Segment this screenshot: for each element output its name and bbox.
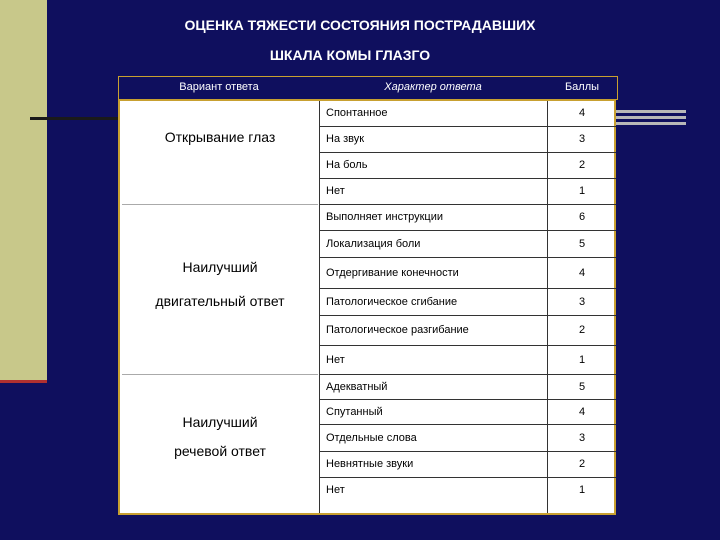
- table-row: [320, 101, 616, 127]
- response-description: Патологическое сгибание: [326, 296, 458, 308]
- table-row: [320, 153, 616, 179]
- response-description: Нет: [326, 354, 345, 366]
- response-score: 4: [578, 107, 586, 119]
- decorative-stripes: [616, 110, 686, 128]
- response-score: 5: [578, 238, 586, 250]
- response-description: Спонтанное: [326, 107, 388, 119]
- response-description: Адекватный: [326, 381, 388, 393]
- response-description: На боль: [326, 159, 368, 171]
- group-separator: [122, 374, 318, 375]
- table-row: [320, 179, 616, 205]
- header-score: Баллы: [564, 81, 600, 93]
- response-description: Выполняет инструкции: [326, 211, 444, 223]
- response-variant-label: речевой ответ: [174, 443, 266, 459]
- page-subtitle: ШКАЛА КОМЫ ГЛАЗГО: [269, 47, 431, 63]
- table-row: [320, 289, 616, 316]
- decorative-line: [30, 117, 120, 120]
- left-bar-edge: [0, 380, 47, 383]
- table-row: [320, 205, 616, 231]
- table-row: [320, 452, 616, 478]
- response-score: 5: [578, 381, 586, 393]
- response-description: Нет: [326, 185, 345, 197]
- response-description: Патологическое разгибание: [326, 324, 469, 336]
- response-score: 3: [578, 432, 586, 444]
- response-description: Отдергивание конечности: [326, 267, 459, 279]
- response-score: 3: [578, 296, 586, 308]
- table-header: [118, 76, 618, 100]
- table-row: [320, 346, 616, 375]
- table-row: [320, 400, 616, 425]
- header-character: Характер ответа: [384, 81, 482, 93]
- response-score: 2: [578, 458, 586, 470]
- table-row: [320, 258, 616, 289]
- response-score: 2: [578, 324, 586, 336]
- response-description: Отдельные слова: [326, 432, 417, 444]
- response-score: 1: [578, 185, 586, 197]
- response-score: 1: [578, 484, 586, 496]
- header-variant: Вариант ответа: [179, 81, 259, 93]
- response-description: Невнятные звуки: [326, 458, 414, 470]
- response-description: На звук: [326, 133, 365, 145]
- response-score: 2: [578, 159, 586, 171]
- glasgow-table: [118, 99, 616, 515]
- group-separator: [122, 204, 318, 205]
- response-score: 1: [578, 354, 586, 366]
- table-row: [320, 425, 616, 452]
- page-title: ОЦЕНКА ТЯЖЕСТИ СОСТОЯНИЯ ПОСТРАДАВШИХ: [184, 17, 536, 33]
- response-score: 4: [578, 406, 586, 418]
- table-row: [320, 316, 616, 346]
- response-variant-label: двигательный ответ: [155, 293, 285, 309]
- table-row: [320, 478, 616, 503]
- table-row: [320, 375, 616, 400]
- response-score: 4: [578, 267, 586, 279]
- response-variant-label: Открывание глаз: [164, 129, 276, 145]
- response-score: 3: [578, 133, 586, 145]
- response-variant-label: Наилучший: [182, 259, 258, 275]
- response-variant-label: Наилучший: [182, 414, 258, 430]
- response-description: Спутанный: [326, 406, 383, 418]
- table-row: [320, 127, 616, 153]
- table-row: [320, 231, 616, 258]
- response-score: 6: [578, 211, 586, 223]
- response-description: Нет: [326, 484, 345, 496]
- response-description: Локализация боли: [326, 238, 421, 250]
